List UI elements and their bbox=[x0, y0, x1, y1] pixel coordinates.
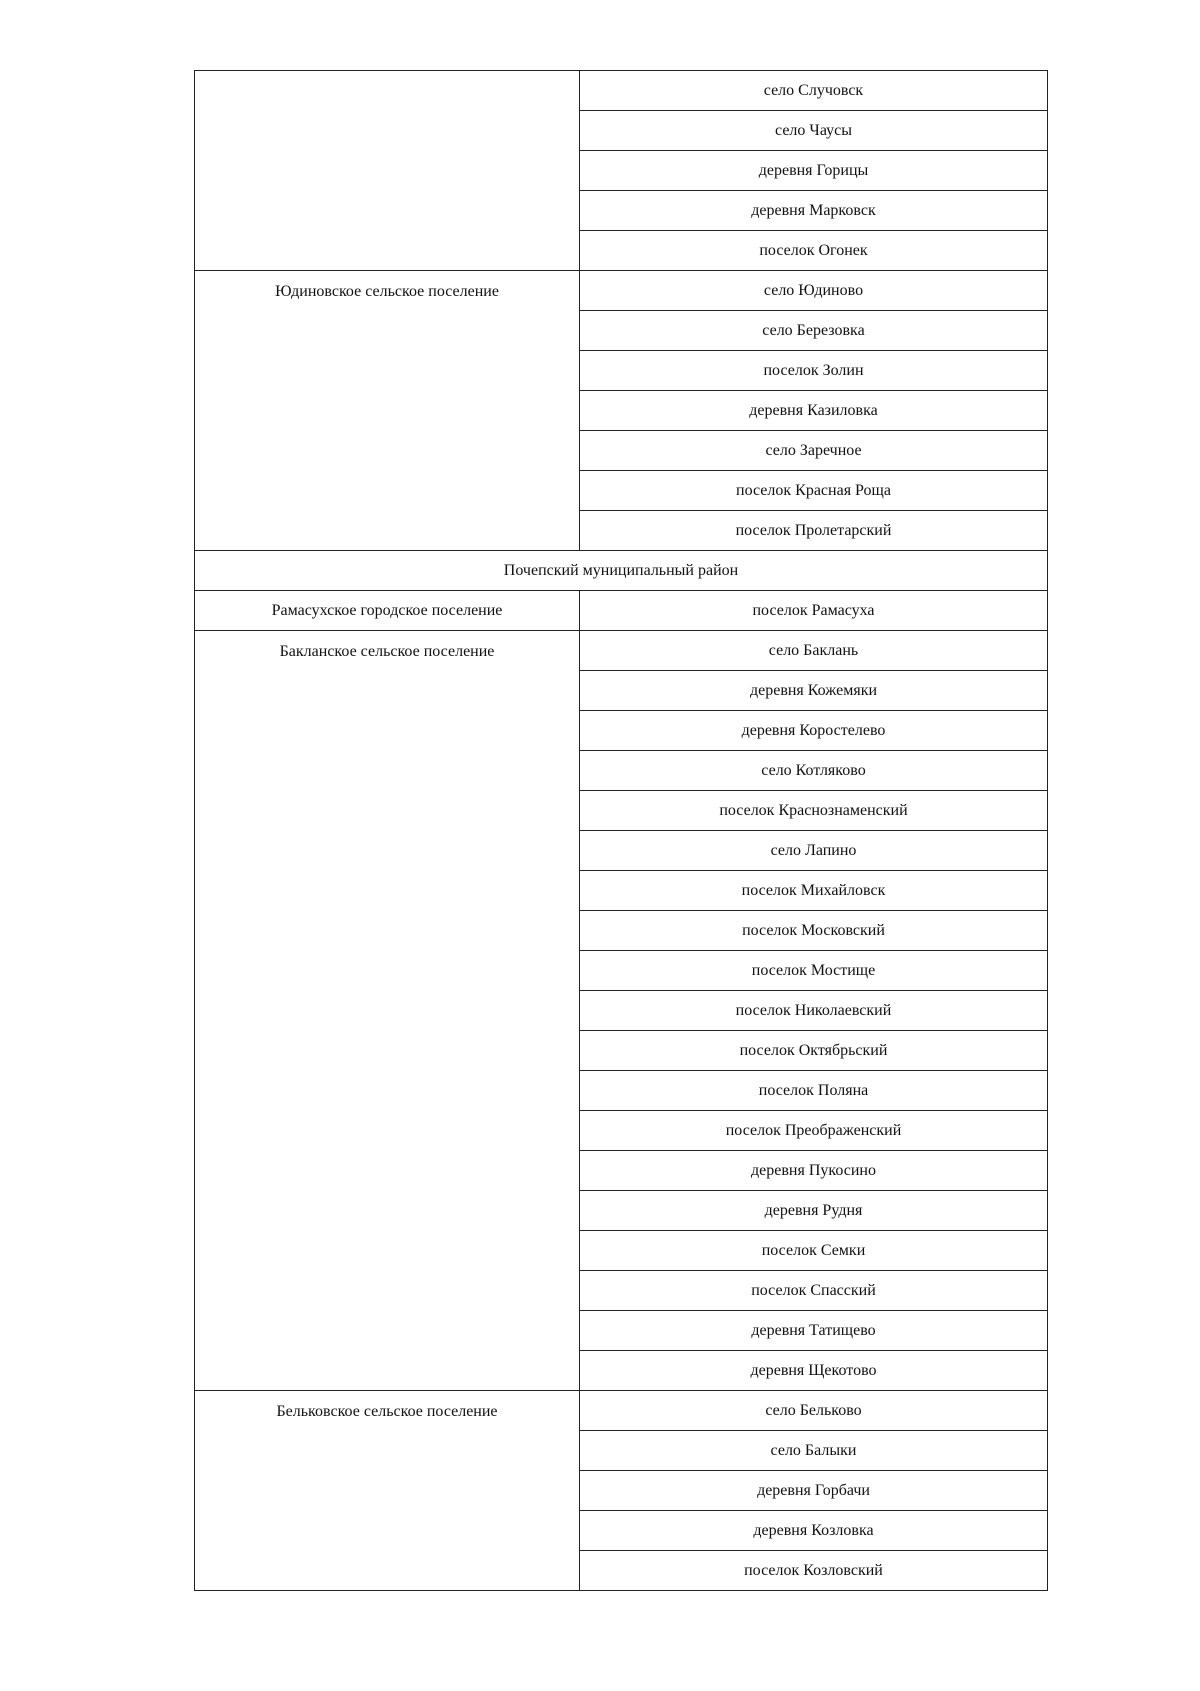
locality-name: деревня Козловка bbox=[580, 1511, 1048, 1551]
locality-name: деревня Татищево bbox=[580, 1311, 1048, 1351]
locality-name: поселок Николаевский bbox=[580, 991, 1048, 1031]
locality-name: поселок Красная Роща bbox=[580, 471, 1048, 511]
settlements-table-body bbox=[195, 71, 1048, 1591]
district-name: Почепский муниципальный район bbox=[195, 551, 1048, 591]
locality-name: деревня Горицы bbox=[580, 151, 1048, 191]
settlement-name: Бакланское сельское поселение bbox=[195, 631, 580, 1391]
locality-name: деревня Казиловка bbox=[580, 391, 1048, 431]
locality-name: поселок Поляна bbox=[580, 1071, 1048, 1111]
locality-name: село Бельково bbox=[580, 1391, 1048, 1431]
locality-name: деревня Коростелево bbox=[580, 711, 1048, 751]
locality-name: деревня Марковск bbox=[580, 191, 1048, 231]
locality-name: деревня Пукосино bbox=[580, 1151, 1048, 1191]
locality-name: деревня Горбачи bbox=[580, 1471, 1048, 1511]
district-row bbox=[195, 551, 1048, 591]
locality-name: село Заречное bbox=[580, 431, 1048, 471]
locality-name: поселок Спасский bbox=[580, 1271, 1048, 1311]
locality-row bbox=[195, 71, 1048, 111]
locality-name: поселок Мостище bbox=[580, 951, 1048, 991]
locality-name: поселок Михайловск bbox=[580, 871, 1048, 911]
locality-name: село Баклань bbox=[580, 631, 1048, 671]
locality-name: поселок Октябрьский bbox=[580, 1031, 1048, 1071]
locality-name: село Балыки bbox=[580, 1431, 1048, 1471]
locality-row bbox=[195, 271, 1048, 311]
locality-name: поселок Рамасуха bbox=[580, 591, 1048, 631]
locality-name: поселок Огонек bbox=[580, 231, 1048, 271]
locality-name: деревня Рудня bbox=[580, 1191, 1048, 1231]
locality-name: село Котляково bbox=[580, 751, 1048, 791]
locality-name: деревня Щекотово bbox=[580, 1351, 1048, 1391]
settlement-name bbox=[195, 71, 580, 271]
settlement-name: Бельковское сельское поселение bbox=[195, 1391, 580, 1591]
locality-name: поселок Преображенский bbox=[580, 1111, 1048, 1151]
locality-row bbox=[195, 591, 1048, 631]
settlement-name: Юдиновское сельское поселение bbox=[195, 271, 580, 551]
locality-name: поселок Семки bbox=[580, 1231, 1048, 1271]
locality-name: поселок Золин bbox=[580, 351, 1048, 391]
locality-name: поселок Козловский bbox=[580, 1551, 1048, 1591]
locality-row bbox=[195, 1391, 1048, 1431]
locality-row bbox=[195, 631, 1048, 671]
settlements-table bbox=[194, 70, 1048, 1591]
locality-name: село Случовск bbox=[580, 71, 1048, 111]
locality-name: село Юдиново bbox=[580, 271, 1048, 311]
settlement-name: Рамасухское городское поселение bbox=[195, 591, 580, 631]
locality-name: село Березовка bbox=[580, 311, 1048, 351]
locality-name: село Чаусы bbox=[580, 111, 1048, 151]
locality-name: поселок Пролетарский bbox=[580, 511, 1048, 551]
locality-name: поселок Краснознаменский bbox=[580, 791, 1048, 831]
locality-name: поселок Московский bbox=[580, 911, 1048, 951]
locality-name: деревня Кожемяки bbox=[580, 671, 1048, 711]
locality-name: село Лапино bbox=[580, 831, 1048, 871]
